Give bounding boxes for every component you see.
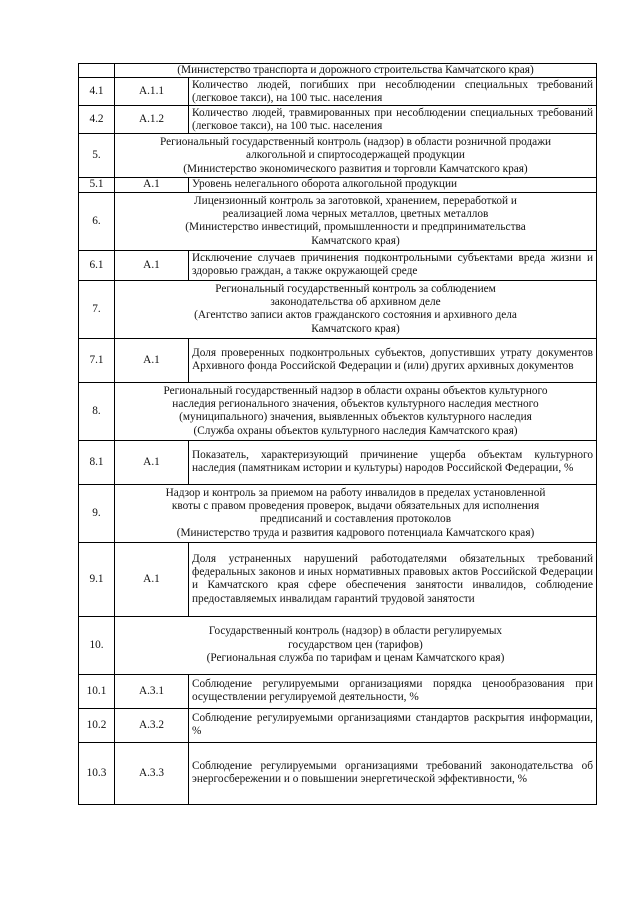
table-row [79, 542, 597, 616]
row-number: 7.1 [79, 338, 115, 382]
table-row [79, 192, 597, 250]
section-header [115, 484, 597, 542]
section-number: 10. [79, 616, 115, 674]
indicator-text: Исключение случаев причинения подконтрольными субъектами вреда жизни и здоровью граждан, а также окружающей среде [189, 250, 597, 280]
table-row [79, 616, 597, 674]
table-row [79, 484, 597, 542]
section-header [115, 134, 597, 178]
indicator-text: Доля устраненных нарушений работодателями обязательных требований федеральных законов и иных нормативных правовых актов Российской Федерации и Камчатского края сфере обеспечения занятости инвалидов, соблюдение предоставляемых инвалидам гарантий трудовой занятости [189, 542, 597, 616]
indicator-text: Количество людей, погибших при несоблюдении специальных требований (легковое такси), на 100 тыс. населения [189, 78, 597, 106]
indicator-code: А.1.1 [115, 78, 189, 106]
section-header [115, 382, 597, 440]
table-row [79, 742, 597, 804]
section-header-line: Региональный государственный надзор в области охраны объектов культурного [163, 384, 548, 397]
indicator-code: А.1 [115, 250, 189, 280]
row-number: 4.2 [79, 106, 115, 134]
section-header-line: государством цен (тарифов) [288, 638, 423, 651]
section-number: 7. [79, 280, 115, 338]
section-number: 5. [79, 134, 115, 178]
section-header-line: Государственный контроль (надзор) в области регулируемых [208, 625, 503, 638]
table-row [79, 134, 597, 178]
table-row [79, 708, 597, 742]
section-header [115, 192, 597, 250]
section-header [115, 616, 597, 674]
section-header [115, 280, 597, 338]
section-header-line: Региональный государственный контроль (надзор) в области розничной продажи [159, 135, 552, 148]
section-header-line: (Министерство экономического развития и торговли Камчатского края) [183, 162, 528, 175]
indicator-code: А.1 [115, 542, 189, 616]
row-number: 10.2 [79, 708, 115, 742]
section-header-line: (Региональная служба по тарифам и ценам Камчатского края) [206, 652, 505, 665]
table-row [79, 280, 597, 338]
section-header [115, 64, 597, 78]
section-number: 8. [79, 382, 115, 440]
indicator-text: Соблюдение регулируемыми организациями стандартов раскрытия информации, % [189, 708, 597, 742]
section-header-line: Камчатского края) [311, 234, 400, 247]
section-header-line: наследия регионального значения, объектов культурного наследия местного [172, 397, 539, 410]
indicator-code: А.3.1 [115, 674, 189, 708]
table-row [79, 250, 597, 280]
section-number: 9. [79, 484, 115, 542]
row-number: 9.1 [79, 542, 115, 616]
section-header-line: Камчатского края) [311, 322, 400, 335]
table-row [79, 106, 597, 134]
section-header-line: (Министерство труда и развития кадрового потенциала Камчатского края) [176, 526, 535, 539]
row-number: 8.1 [79, 440, 115, 484]
section-header-line: законодательства об архивном деле [270, 295, 441, 308]
table-row [79, 674, 597, 708]
row-number: 5.1 [79, 178, 115, 192]
indicator-text: Количество людей, травмированных при несоблюдении специальных требований (легковое такси), на 100 тыс. населения [189, 106, 597, 134]
section-header-line: (Министерство транспорта и дорожного строительства Камчатского края) [177, 64, 534, 76]
section-header-line: (Служба охраны объектов культурного наследия Камчатского края) [193, 424, 518, 437]
indicator-code: А.1 [115, 440, 189, 484]
table-row [79, 382, 597, 440]
section-number: 6. [79, 192, 115, 250]
section-header-line: (Министерство инвестиций, промышленности и предпринимательства [185, 221, 526, 234]
section-header-line: квоты с правом проведения проверок, выдачи обязательных для исполнения [171, 499, 540, 512]
indicator-code: А.1.2 [115, 106, 189, 134]
row-number: 6.1 [79, 250, 115, 280]
section-header-line: Надзор и контроль за приемом на работу инвалидов в пределах установленной [165, 486, 546, 499]
indicator-text: Показатель, характеризующий причинение ущерба объектам культурного наследия (памятникам истории и культуры) народов Российской Федерации, % [189, 440, 597, 484]
table-row [79, 78, 597, 106]
row-number: 4.1 [79, 78, 115, 106]
table-row [79, 178, 597, 192]
indicator-code: А.1 [115, 338, 189, 382]
indicators-table [78, 63, 597, 805]
indicator-text: Соблюдение регулируемыми организациями порядка ценообразования при осуществлении регулируемой деятельности, % [189, 674, 597, 708]
table-row [79, 440, 597, 484]
row-number: 10.3 [79, 742, 115, 804]
section-header-line: (муниципального) значения, выявленных объектов культурного наследия [179, 411, 532, 424]
section-header-line: Лицензионный контроль за заготовкой, хранением, переработкой и [194, 194, 517, 207]
table-row [79, 338, 597, 382]
empty-cell [79, 64, 115, 78]
table-row [79, 64, 597, 78]
indicator-code: А.3.3 [115, 742, 189, 804]
section-header-line: (Агентство записи актов гражданского состояния и архивного дела [194, 309, 517, 322]
section-header-line: предписаний и составления протоколов [259, 513, 452, 526]
row-number: 10.1 [79, 674, 115, 708]
document-page [78, 63, 596, 805]
indicator-text: Доля проверенных подконтрольных субъектов, допустивших утрату документов Архивного фонда Российской Федерации и (или) других архивных документов [189, 338, 597, 382]
indicator-code: А.3.2 [115, 708, 189, 742]
section-header-line: реализацией лома черных металлов, цветных металлов [222, 207, 489, 220]
section-header-line: алкогольной и спиртосодержащей продукции [246, 149, 465, 162]
indicator-text: Соблюдение регулируемыми организациями требований законодательства об энергосбережении и о повышении энергетической эффективности, % [189, 742, 597, 804]
section-header-line: Региональный государственный контроль за соблюдением [215, 282, 496, 295]
indicator-code: А.1 [115, 178, 189, 192]
indicator-text: Уровень нелегального оборота алкогольной продукции [189, 178, 597, 192]
